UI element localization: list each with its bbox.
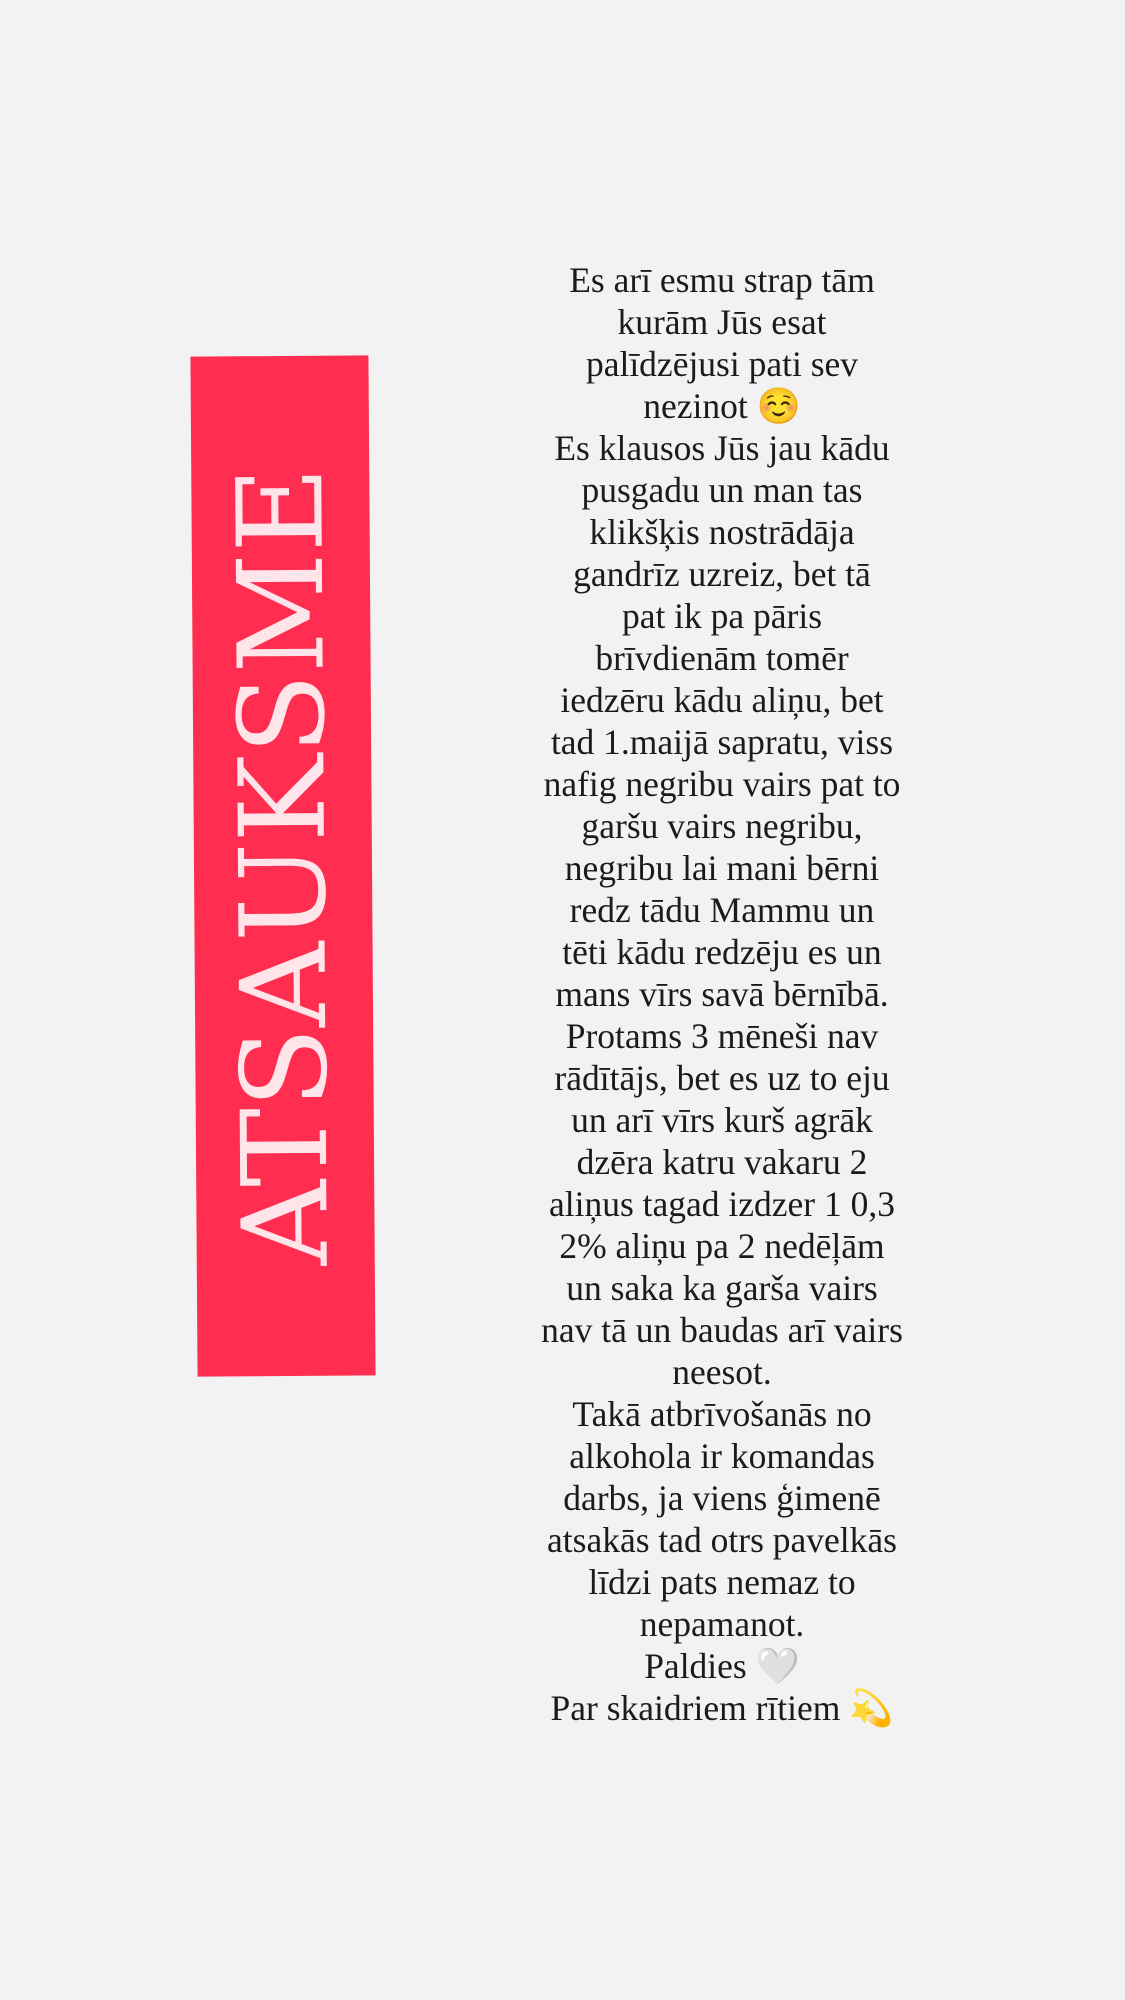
caption-line: iedzēru kādu aliņu, bet: [560, 680, 884, 720]
caption-line: pusgadu un man tas: [581, 470, 863, 510]
caption-line: nav tā un baudas arī vairs: [541, 1310, 903, 1350]
caption-line: aliņus tagad izdzer 1 0,3: [548, 1184, 895, 1224]
caption-line: Protams 3 mēneši nav: [565, 1016, 879, 1056]
sticker-label: ATSAUKSME: [211, 466, 355, 1266]
caption-line: alkohola ir komandas: [569, 1436, 875, 1476]
caption-line: tad 1.maijā sapratu, viss: [550, 722, 894, 762]
caption-line: negribu lai mani bērni: [564, 848, 880, 888]
caption-line: nezinot ☺️: [643, 386, 801, 426]
story-caption: [522, 259, 922, 1729]
caption-line: darbs, ja viens ģimenē: [563, 1478, 881, 1518]
caption-line: Par skaidriem rītiem 💫: [550, 1688, 894, 1728]
caption-line: pat ik pa pāris: [621, 596, 823, 636]
caption-line: palīdzējusi pati sev: [585, 344, 859, 384]
caption-line: klikšķis nostrādāja: [589, 512, 855, 552]
caption-line: garšu vairs negribu,: [581, 806, 863, 846]
caption-line: līdzi pats nemaz to: [588, 1562, 856, 1602]
caption-line: tēti kādu redzēju es un: [562, 932, 882, 972]
caption-line: dzēra katru vakaru 2: [576, 1142, 868, 1182]
caption-line: nepamanot.: [639, 1604, 805, 1644]
caption-line: Paldies 🤍: [644, 1646, 800, 1686]
caption-line: un arī vīrs kurš agrāk: [571, 1100, 873, 1140]
caption-line: atsakās tad otrs pavelkās: [547, 1520, 897, 1560]
caption-line: redz tādu Mammu un: [569, 890, 875, 930]
caption-line: un saka ka garša vairs: [566, 1268, 878, 1308]
caption-line: kurām Jūs esat: [617, 302, 827, 342]
caption-line: rādītājs, bet es uz to eju: [554, 1058, 890, 1098]
caption-line: neesot.: [672, 1352, 772, 1392]
caption-line: nafig negribu vairs pat to: [543, 764, 901, 804]
caption-line: gandrīz uzreiz, bet tā: [573, 554, 871, 594]
caption-line: Takā atbrīvošanās no: [572, 1394, 872, 1434]
caption-line: 2% aliņu pa 2 nedēļām: [559, 1226, 885, 1266]
atsauksme-sticker: [190, 355, 375, 1376]
caption-line: Es arī esmu strap tām: [569, 260, 875, 300]
caption-line: Es klausos Jūs jau kādu: [554, 428, 890, 468]
caption-line: brīvdienām tomēr: [595, 638, 849, 678]
caption-line: mans vīrs savā bērnībā.: [555, 974, 889, 1014]
